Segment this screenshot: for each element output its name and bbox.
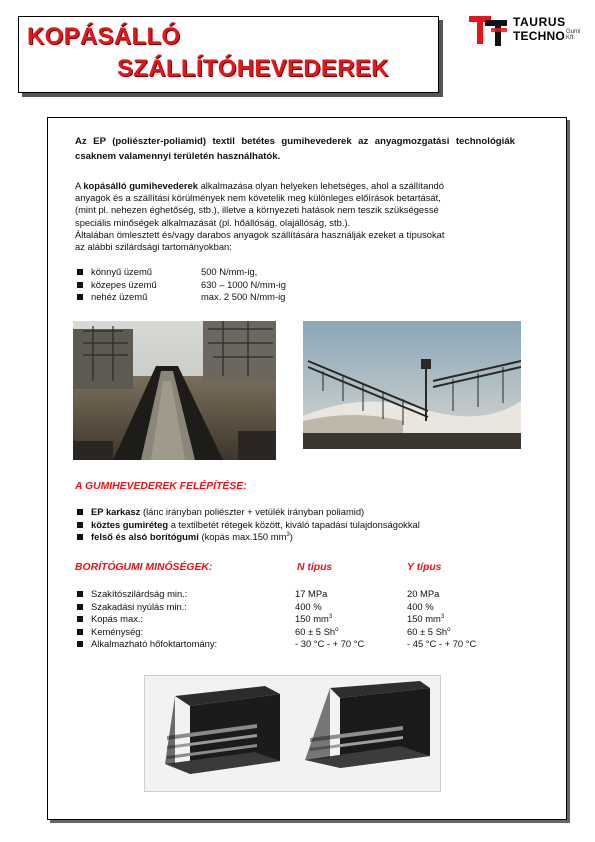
logo-word-taurus: TAURUS	[513, 15, 566, 29]
belt-cross-section-photo	[144, 675, 441, 792]
strength-range-list	[77, 266, 377, 304]
para-line4: speciális minőségek alkalmazását (pl. hőállóság, olajállóság, stb.).	[75, 216, 351, 228]
list-item: közepes üzemű 630 – 1000 N/mm-ig	[77, 279, 377, 292]
company-logo	[469, 14, 587, 48]
logo-subtext	[566, 29, 580, 41]
title-box	[18, 16, 439, 93]
bullet-square-icon	[77, 629, 83, 635]
page-title-line2: SZÁLLÍTÓHEVEDEREK	[117, 55, 389, 82]
table-row: Alkalmazható hőfoktartomány: - 30 °C - + 70 °C - 45 °C - + 70 °C	[77, 638, 517, 651]
para-line6: az alábbi szilárdsági tartományokban:	[75, 241, 232, 253]
conveyor-photo-left	[73, 321, 276, 460]
cover-properties-table	[77, 588, 517, 651]
table-row: Szakítószilárdság min.: 17 MPa 20 MPa	[77, 588, 517, 601]
conveyor-photo-right	[303, 321, 521, 449]
logo-subtext-gumi: Gumi	[566, 29, 581, 35]
bullet-square-icon	[77, 294, 83, 300]
bullet-square-icon	[77, 509, 83, 515]
table-row: Keménység: 60 ± 5 Sh$^o$ 60 ± 5 Sh$^o$	[77, 626, 517, 639]
section-heading-cover: BORÍTÓGUMI MINŐSÉGEK:	[75, 562, 213, 573]
bullet-square-icon	[77, 591, 83, 597]
list-item: nehéz üzemű max. 2 500 N/mm-ig	[77, 291, 377, 304]
section-heading-structure: A GUMIHEVEDEREK FELÉPÍTÉSE:	[75, 481, 247, 492]
bullet-square-icon	[77, 522, 83, 528]
table-row: Szakadási nyúlás min.: 400 % 400 %	[77, 601, 517, 614]
description-paragraph	[75, 180, 517, 253]
bullet-square-icon	[77, 604, 83, 610]
bullet-square-icon	[77, 269, 83, 275]
logo-mark-icon	[469, 16, 509, 46]
para-bold-term: kopásálló gumihevederek	[83, 180, 198, 191]
para-line1: A kopásálló gumihevederek alkalmazása olyan helyeken lehetséges, ahol a szállítandó	[75, 180, 444, 191]
structure-list	[77, 506, 497, 544]
list-item: EP karkasz (lánc irányban poliészter + vetülék irányban poliamid)	[77, 506, 497, 519]
bullet-square-icon	[77, 616, 83, 622]
table-row: Kopás max.: 150 $mm^3$ 150 $mm^3$	[77, 613, 517, 626]
page-title-line1: KOPÁSÁLLÓ	[27, 23, 181, 50]
column-header-y-type: Y típus	[407, 562, 442, 573]
column-header-n-type: N típus	[297, 562, 333, 573]
logo-word-techno: TECHNO	[513, 29, 565, 43]
intro-text: Az EP (poliészter-poliamid) textil betétes gumihevederek az anyagmozgatási technológiák csaknem valamennyi területén használhatók.	[75, 136, 515, 162]
list-item: köztes gumiréteg a textilbetét rétegek között, kiváló tapadási tulajdonságokkal	[77, 519, 497, 532]
para-line5: Általában ömlesztett és/vagy darabos anyagok szállítására használják ezeket a típusokat	[75, 228, 445, 240]
list-item: könnyű üzemű 500 N/mm-ig,	[77, 266, 377, 279]
bullet-square-icon	[77, 641, 83, 647]
logo-subtext-kft: Kft.	[566, 35, 576, 41]
para-line3: (mint pl. nehezen éghetőség, stb.), illetve a környezeti hatások nem teszik szükségessé	[75, 204, 439, 216]
bullet-square-icon	[77, 282, 83, 288]
list-item: felső és alsó borítógumi (kopás max.150 $mm^3$)	[77, 531, 497, 544]
bullet-square-icon	[77, 534, 83, 540]
para-line2: anyagok és a szállítási körülmények nem követelik meg különleges előírások betartását,	[75, 192, 441, 204]
